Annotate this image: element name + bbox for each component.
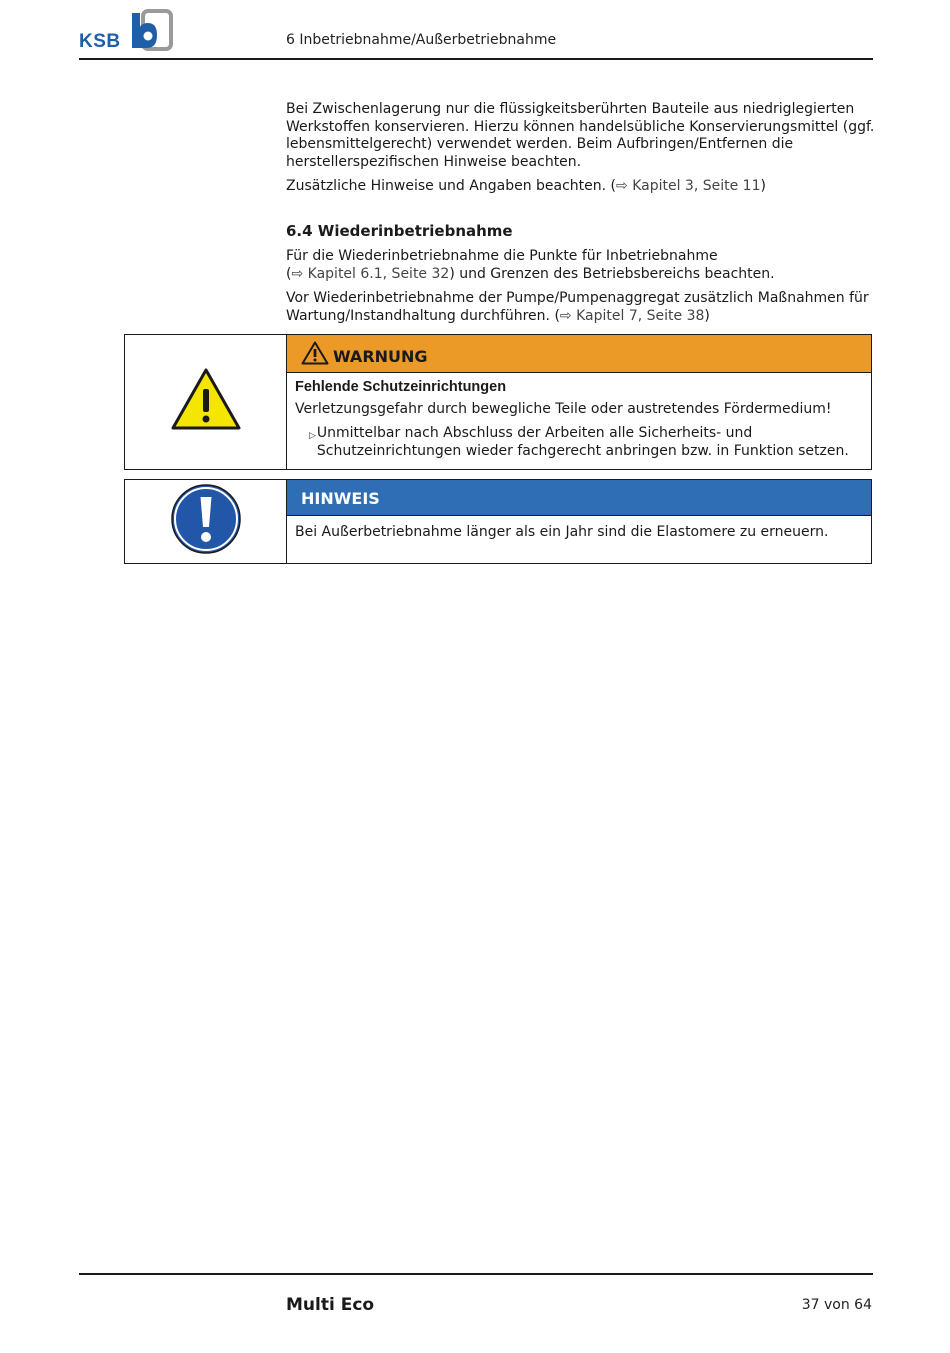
warning-body: [287, 373, 871, 466]
section-title: 6.4 Wiederinbetriebnahme: [286, 222, 513, 240]
note-text: Bei Außerbetriebnahme länger als ein Jahr sind die Elastomere zu erneuern.: [295, 524, 829, 540]
intro-paragraph-2-end: ): [760, 178, 766, 195]
warning-hazard: Fehlende Schutzeinrichtungen: [295, 379, 507, 395]
warning-box: [124, 334, 872, 470]
intro-text: [286, 101, 876, 203]
cross-reference-link[interactable]: Kapitel 7, Seite 38: [576, 307, 705, 324]
warning-content: [287, 335, 871, 469]
section-paragraph-2: [286, 290, 876, 325]
warning-measure-text: Unmittelbar nach Abschluss der Arbeiten alle Sicherheits- und Schutzeinrichtungen wieder fachgerecht anbringen bzw. in Funktion setzen.: [316, 425, 849, 459]
intro-paragraph-1: Bei Zwischenlagerung nur die flüssigkeitsberührten Bauteile aus niedriglegierten Werkstoffen konservieren. Hierzu können handelsübliche Konservierungsmittel (ggf. lebensmittelgerecht) verwendet werden. Beim Aufbringen/Entfernen die herstellerspezifischen Hinweise beachten.: [286, 101, 875, 170]
warning-consequence: Verletzungsgefahr durch bewegliche Teile oder austretendes Fördermedium!: [295, 400, 832, 417]
note-box: [124, 479, 872, 564]
ksb-b-icon: [129, 9, 174, 51]
logo-text: KSB: [79, 31, 121, 52]
page-number: 37 von 64: [801, 1297, 872, 1313]
warning-header: [287, 335, 871, 373]
warning-label: WARNUNG: [333, 347, 428, 366]
warning-measure: [295, 425, 863, 460]
section-paragraph-1-start: Für die Wiederinbetriebnahme die Punkte für Inbetriebnahme: [286, 248, 718, 264]
footer-divider: [79, 1273, 873, 1275]
section-paragraph-1-end: ) und Grenzen des Betriebsbereichs beachten.: [449, 265, 775, 282]
triangle-bullet-icon: ▷: [309, 431, 316, 441]
note-label: HINWEIS: [301, 489, 380, 508]
intro-paragraph-2: [286, 178, 876, 196]
header-divider: [79, 58, 873, 60]
product-name: Multi Eco: [286, 1295, 375, 1315]
section-paragraph-2-text: Vor Wiederinbetriebnahme der Pumpe/Pumpenaggregat zusätzlich Maßnahmen für Wartung/Instandhaltung durchführen. (: [286, 290, 869, 324]
note-content: [287, 480, 871, 563]
note-header: [287, 480, 871, 516]
warning-icon-cell: [125, 335, 287, 469]
cross-reference-link[interactable]: Kapitel 6.1, Seite 32: [307, 265, 450, 282]
section-paragraph-1: Für die Wiederinbetriebnahme die Punkte für Inbetriebnahme (⇨ Kapitel 6.1, Seite 32) und Grenzen des Betriebsbereichs beachten.: [286, 248, 775, 282]
ksb-logo: [79, 9, 174, 51]
section-paragraph-2-end: ): [704, 307, 710, 324]
arrow-right-icon: ⇨: [291, 265, 308, 282]
section-text: [286, 248, 876, 332]
chapter-header: 6 Inbetriebnahme/Außerbetriebnahme: [286, 32, 557, 48]
arrow-right-icon: ⇨: [616, 178, 633, 195]
note-icon-cell: [125, 480, 287, 563]
arrow-right-icon: ⇨: [559, 307, 577, 324]
warning-small-icon: [301, 341, 329, 365]
warning-triangle-icon: [170, 367, 242, 431]
intro-paragraph-2-text: Zusätzliche Hinweise und Angaben beachten. (: [286, 178, 616, 195]
exclamation-circle-icon: [170, 483, 242, 555]
cross-reference-link[interactable]: Kapitel 3, Seite 11: [632, 178, 761, 195]
